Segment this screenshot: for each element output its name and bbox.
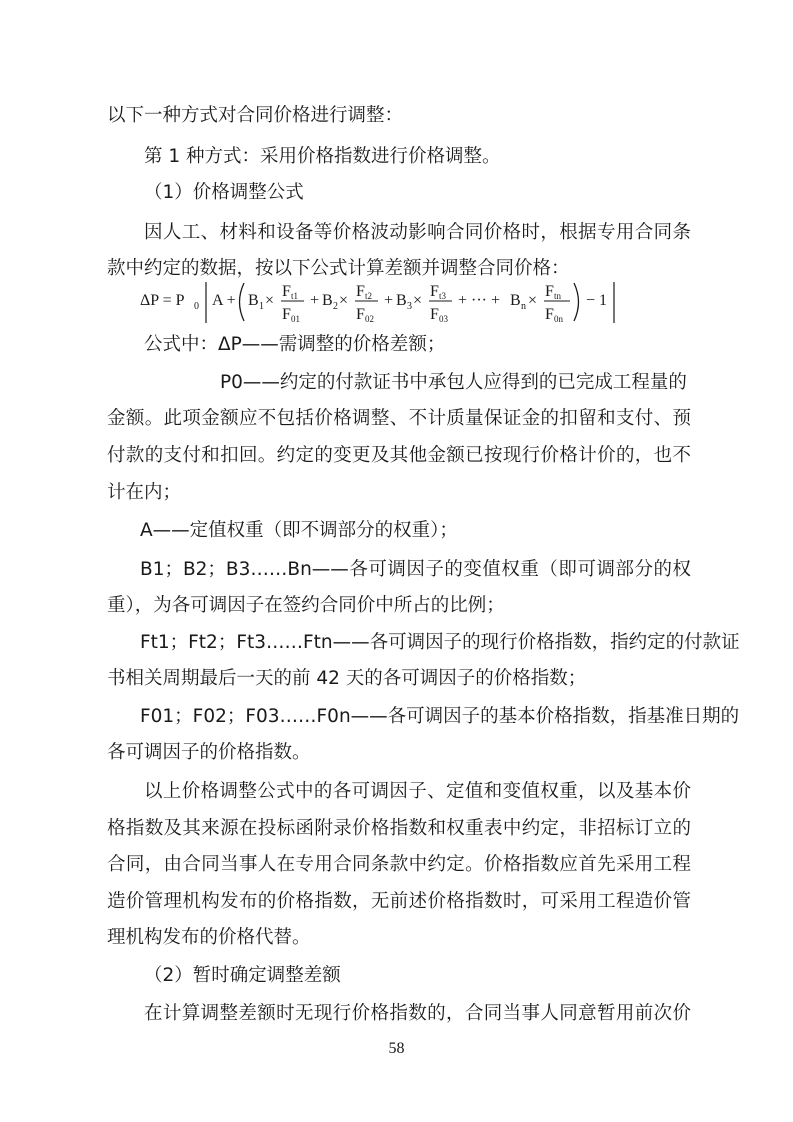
- formula-num2-sub: t2: [365, 291, 373, 301]
- text-line: 各可调因子的价格指数。: [107, 742, 311, 763]
- formula-plus: +: [384, 292, 394, 309]
- text-line: P0——约定的付款证书中承包人应得到的已完成工程量的: [220, 372, 687, 393]
- formula-b2-sub: 2: [333, 301, 338, 312]
- text-line: F01；F02；F03……F0n——各可调因子的基本价格指数，指基准日期的: [140, 706, 740, 727]
- text-line: 格指数及其来源在投标函附录价格指数和权重表中约定，非招标订立的: [107, 818, 691, 839]
- formula-tail: − 1: [586, 292, 608, 309]
- formula-numn: F: [545, 283, 554, 300]
- text-line: 书相关周期最后一天的前 42 天的各可调因子的价格指数；: [107, 668, 587, 689]
- text-line: 重），为各可调因子在签约合同价中所占的比例；: [107, 595, 505, 616]
- text-line: 造价管理机构发布的价格指数，无前述价格指数时，可采用工程造价管: [107, 891, 691, 912]
- formula-den3: F: [430, 306, 439, 323]
- formula-b3: B: [396, 292, 407, 309]
- formula-paren-right: [574, 283, 579, 321]
- formula-p-sub: 0: [194, 301, 199, 312]
- text-line: Ft1；Ft2；Ft3……Ftn——各可调因子的现行价格指数，指约定的付款证: [140, 632, 740, 653]
- text-line: 第 1 种方式：采用价格指数进行价格调整。: [144, 146, 501, 167]
- section-heading: （1）价格调整公式: [144, 182, 304, 203]
- formula-bn-sub: n: [521, 301, 526, 312]
- price-adjustment-formula: [140, 279, 640, 325]
- text-line: 款中约定的数据，按以下公式计算差额并调整合同价格：: [107, 258, 570, 279]
- formula-times: ×: [413, 292, 423, 309]
- text-line: 理机构发布的价格代替。: [107, 927, 311, 948]
- formula-paren-left: [240, 283, 245, 321]
- formula-den3-sub: 03: [439, 314, 448, 324]
- text-line: 付款的支付和扣回。约定的变更及其他金额已按现行价格计价的，也不: [107, 445, 691, 466]
- formula-graphic: [140, 279, 640, 325]
- text-line: 以上价格调整公式中的各可调因子、定值和变值权重，以及基本价: [144, 781, 691, 802]
- text-line: 金额。此项金额应不包括价格调整、不计质量保证金的扣留和支付、预: [107, 408, 691, 429]
- formula-plus: +: [310, 292, 320, 309]
- formula-num3: F: [430, 283, 439, 300]
- formula-num1: F: [282, 283, 291, 300]
- formula-num1-sub: t1: [291, 291, 299, 301]
- text-line: 在计算调整差额时无现行价格指数的，合同当事人同意暂用前次价: [144, 1003, 691, 1024]
- formula-b2: B: [322, 292, 333, 309]
- formula-den1: F: [282, 306, 291, 323]
- formula-times: ×: [265, 292, 275, 309]
- formula-den2: F: [356, 306, 365, 323]
- formula-num3-sub: t3: [439, 291, 447, 301]
- text-line: 因人工、材料和设备等价格波动影响合同价格时，根据专用合同条: [144, 222, 691, 243]
- text-line: A——定值权重（即不调部分的权重）；: [140, 520, 458, 541]
- text-line: B1；B2；B3……Bn——各可调因子的变值权重（即可调部分的权: [140, 559, 691, 580]
- section-heading: （2）暂时确定调整差额: [144, 965, 341, 986]
- formula-lhs: ΔP = P: [140, 292, 185, 309]
- formula-den2-sub: 02: [365, 314, 374, 324]
- formula-denn-sub: 0n: [554, 314, 563, 324]
- formula-numn-sub: tn: [554, 291, 562, 301]
- formula-times: ×: [528, 292, 538, 309]
- formula-num2: F: [356, 283, 365, 300]
- formula-dots: + ··· +: [458, 292, 501, 309]
- formula-b1-sub: 1: [259, 301, 264, 312]
- formula-a: A +: [212, 292, 236, 309]
- formula-den1-sub: 01: [291, 314, 300, 324]
- formula-b3-sub: 3: [407, 301, 412, 312]
- text-line: 合同，由合同当事人在专用合同条款中约定。价格指数应首先采用工程: [107, 854, 691, 875]
- page-number: 58: [388, 1040, 405, 1057]
- text-line: 公式中：ΔP——需调整的价格差额；: [144, 334, 446, 355]
- text-line: 以下一种方式对合同价格进行调整：: [107, 105, 404, 126]
- formula-bn: B: [510, 292, 521, 309]
- formula-times: ×: [339, 292, 349, 309]
- formula-b1: B: [248, 292, 259, 309]
- text-line: 计在内；: [107, 482, 182, 503]
- formula-denn: F: [545, 306, 554, 323]
